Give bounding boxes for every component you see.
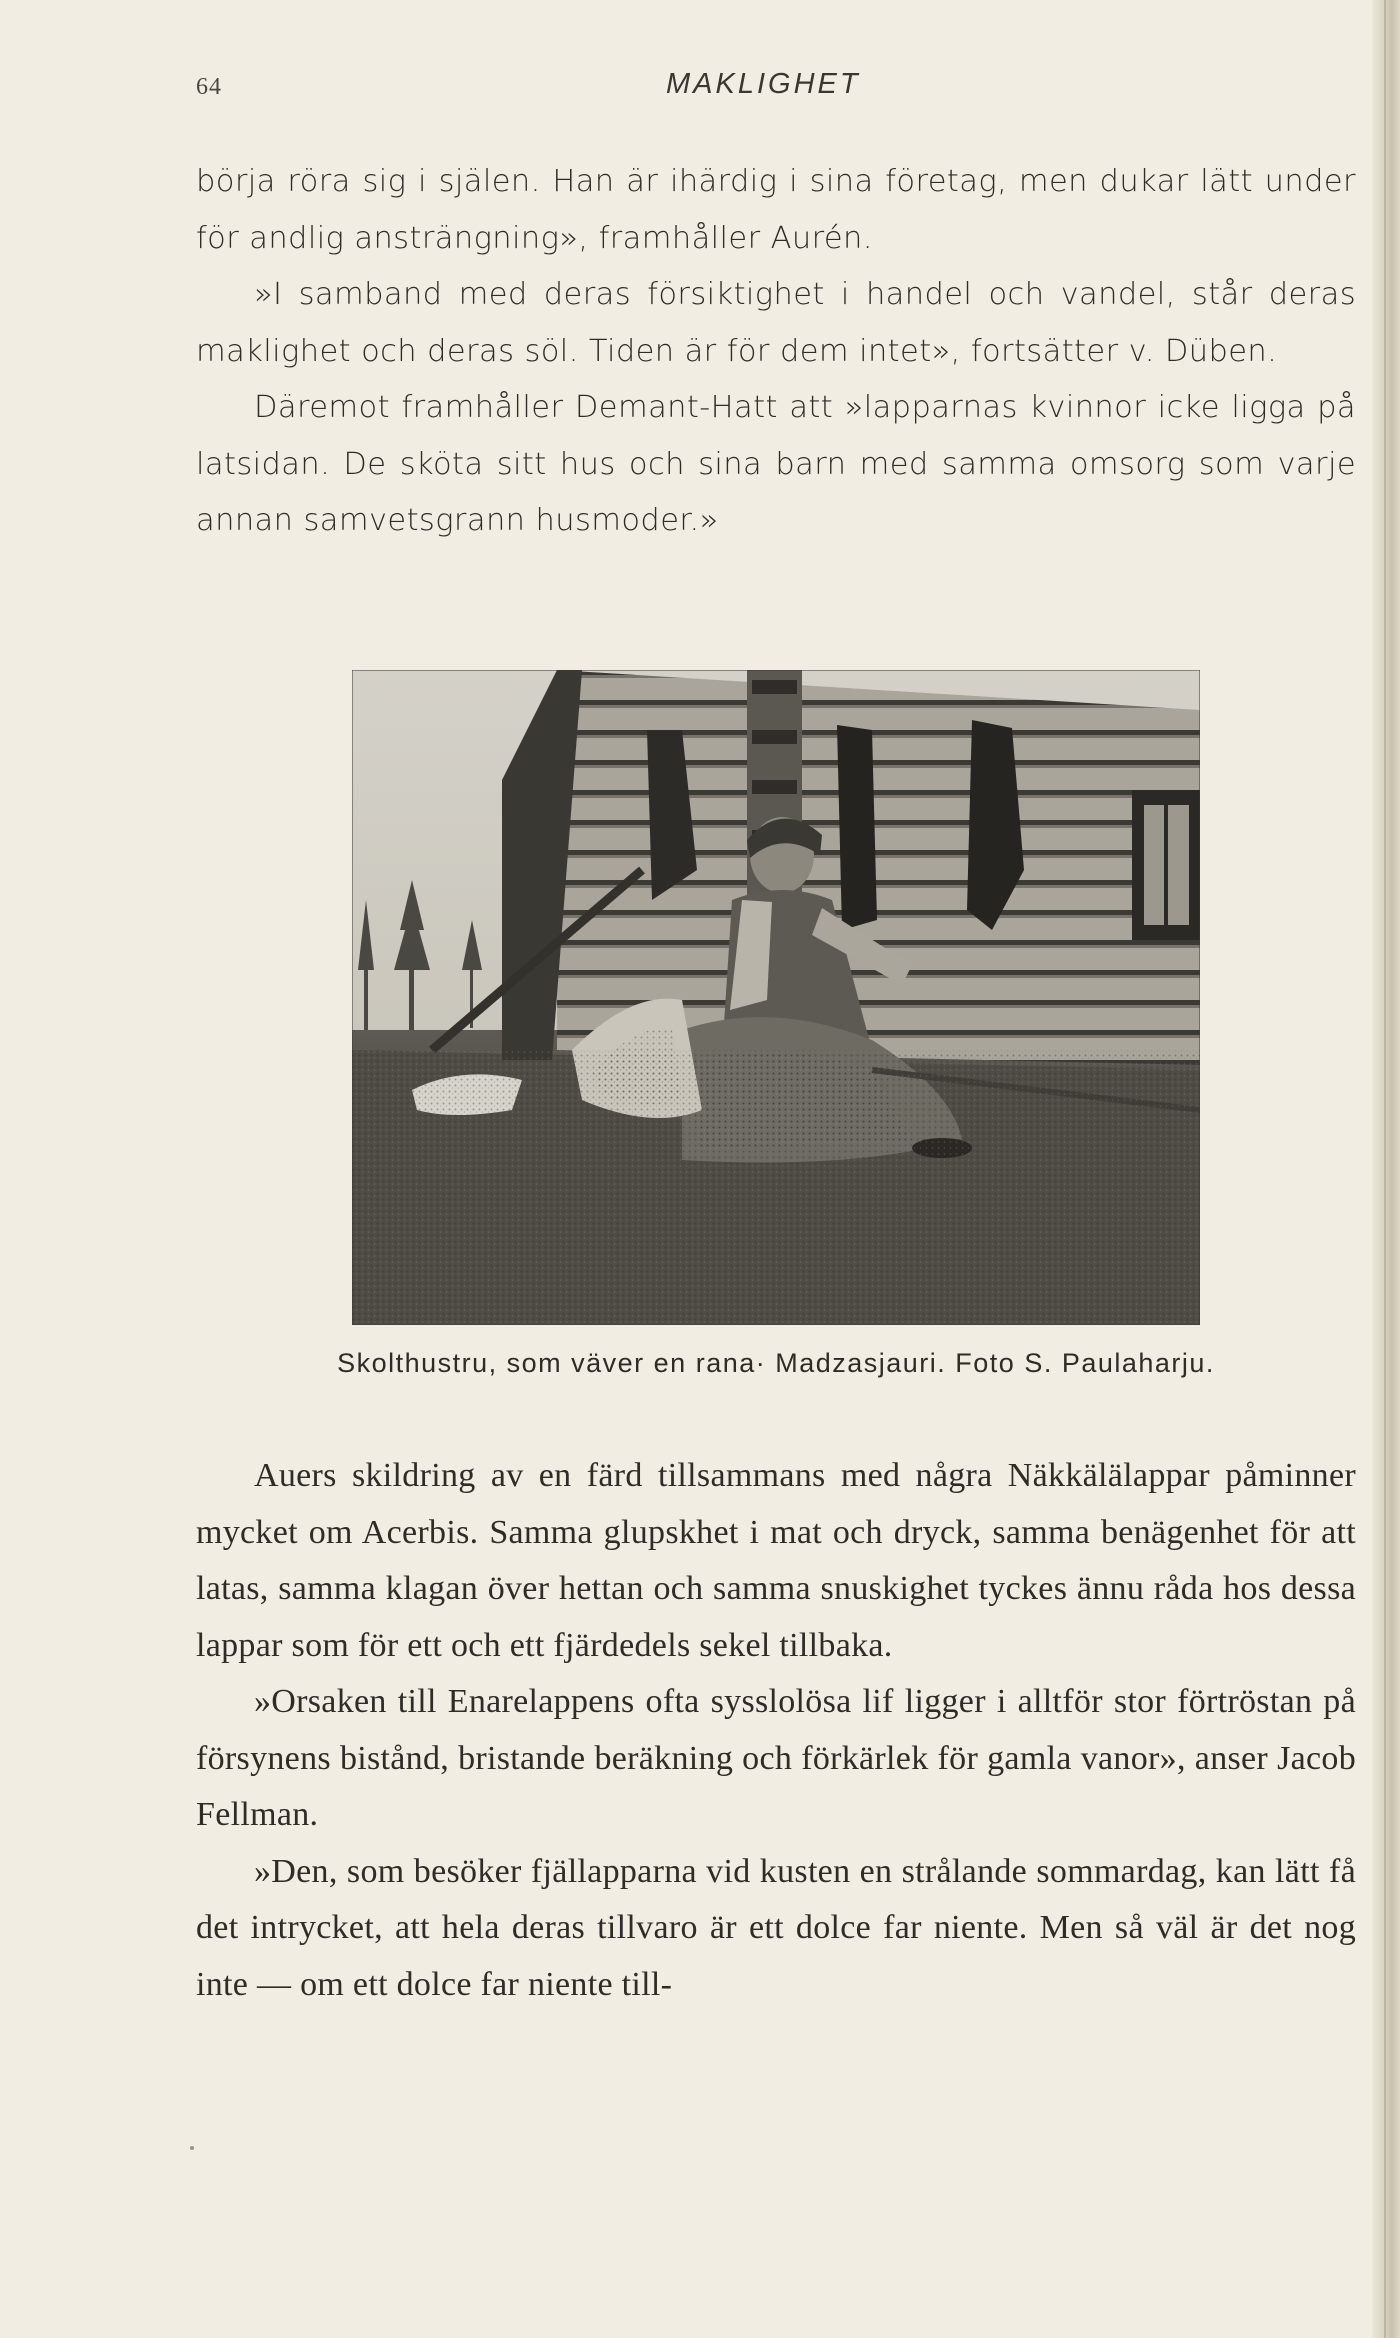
body-text-bottom: [196, 1448, 1356, 2013]
halftone-photograph: [352, 670, 1200, 1325]
paragraph-4: Auers skildring av en färd tillsammans med några Näkkälälappar påminner mycket om Acerbis. Samma glupskhet i mat och dryck, samma benägenhet för att latas, samma klagan över hettan och samma snuskighet tyckes ännu råda hos dessa lappar som för ett och ett fjärdedels sekel tillbaka.: [196, 1457, 1356, 1664]
page-edge-shadow: [1372, 0, 1400, 2338]
paragraph-2: »I samband med deras försiktighet i handel och vandel, står deras maklighet och deras söl. Tiden är för dem intet», fortsätter v. Düben.: [196, 277, 1356, 369]
photo-illustration: [352, 670, 1200, 1325]
paragraph-5: »Orsaken till Enarelappens ofta sysslolösa lif ligger i alltför stor förtröstan på försynens bistånd, bristande beräkning och förkärlek för gamla vanor», anser Jacob Fellman.: [196, 1683, 1356, 1833]
print-speck: [190, 2146, 194, 2150]
body-text-top: [196, 154, 1356, 550]
paragraph-1: börja röra sig i själen. Han är ihärdig i sina företag, men dukar lätt under för andlig ansträngning», framhåller Aurén.: [196, 164, 1356, 256]
page-edge-line: [1384, 0, 1386, 2338]
photo-caption: Skolthustru, som väver en rana· Madzasjauri. Foto S. Paulaharju.: [337, 1348, 1215, 1378]
running-title: MAKLIGHET: [666, 68, 861, 100]
paragraph-6: »Den, som besöker fjällapparna vid kusten en strålande sommardag, kan lätt få det intrycket, att hela deras tillvaro är ett dolce far niente. Men så väl är det nog inte — om ett dolce far niente till-: [196, 1852, 1356, 2003]
paragraph-3: Däremot framhåller Demant-Hatt att »lapparnas kvinnor icke ligga på latsidan. De sköta sitt hus och sina barn med samma omsorg som varje annan samvetsgrann husmoder.»: [196, 390, 1356, 538]
page-header: [196, 66, 1356, 114]
page-number: 64: [196, 74, 222, 100]
